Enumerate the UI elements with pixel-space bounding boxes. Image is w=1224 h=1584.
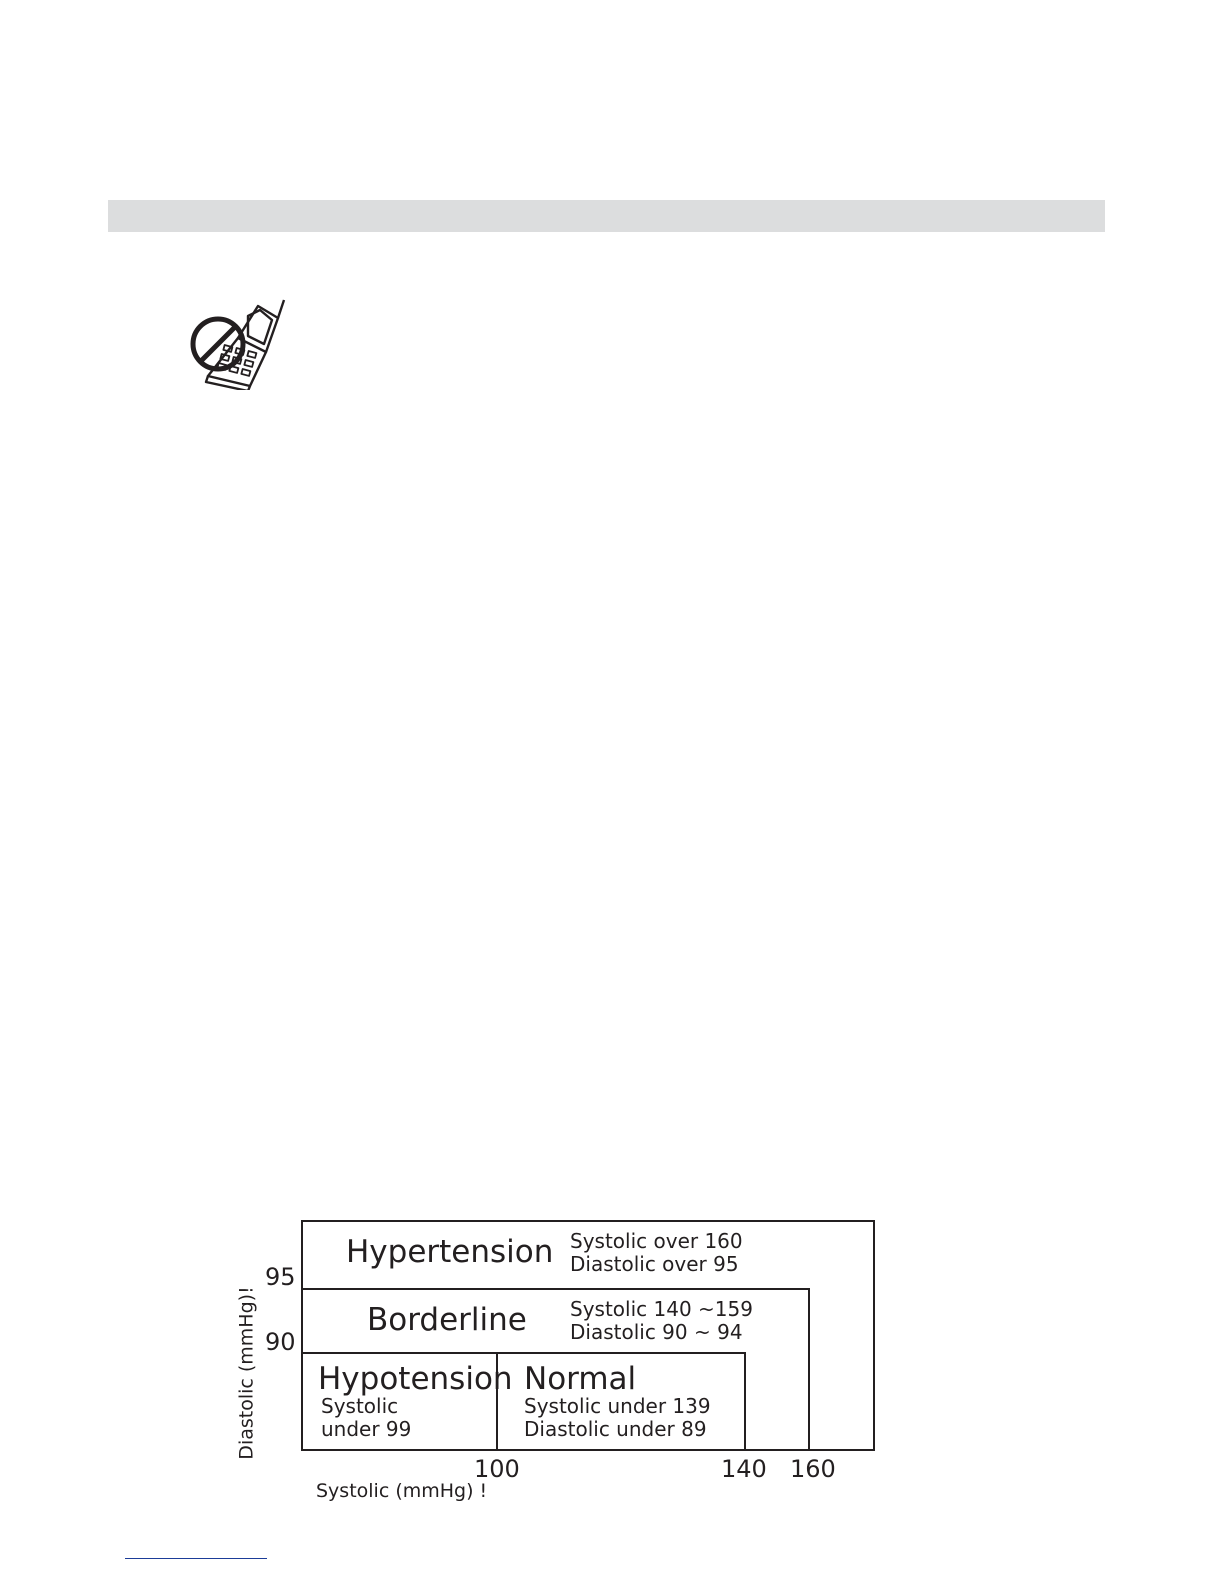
section-header-bar [108,200,1105,232]
normal-label: Normal [524,1361,637,1397]
hypertension-label: Hypertension [346,1234,554,1270]
normal-region [301,1352,746,1451]
no-mobile-phone-icon [186,296,290,390]
hypertension-diastolic: Diastolic over 95 [570,1252,739,1276]
normal-diastolic: Diastolic under 89 [524,1417,707,1441]
hypotension-under: under 99 [321,1417,412,1441]
normal-systolic: Systolic under 139 [524,1394,711,1418]
hypertension-region [301,1220,875,1451]
borderline-label: Borderline [367,1302,527,1338]
x-tick-140: 140 [721,1455,767,1483]
borderline-systolic: Systolic 140 ~159 [570,1297,753,1321]
y-tick-95: 95 [265,1263,296,1291]
borderline-region [301,1288,810,1451]
hypertension-systolic: Systolic over 160 [570,1229,743,1253]
x-tick-160: 160 [790,1455,836,1483]
hypotension-systolic: Systolic [321,1394,399,1418]
x-axis-label: Systolic (mmHg) ! [316,1480,488,1502]
x-tick-100: 100 [474,1455,520,1483]
hypotension-label: Hypotension [318,1361,513,1397]
y-tick-90: 90 [265,1328,296,1356]
footer-divider [125,1558,267,1559]
hypotension-region [301,1352,498,1451]
y-axis-label: Diastolic (mmHg)! [235,1286,258,1460]
borderline-diastolic: Diastolic 90 ~ 94 [570,1320,743,1344]
